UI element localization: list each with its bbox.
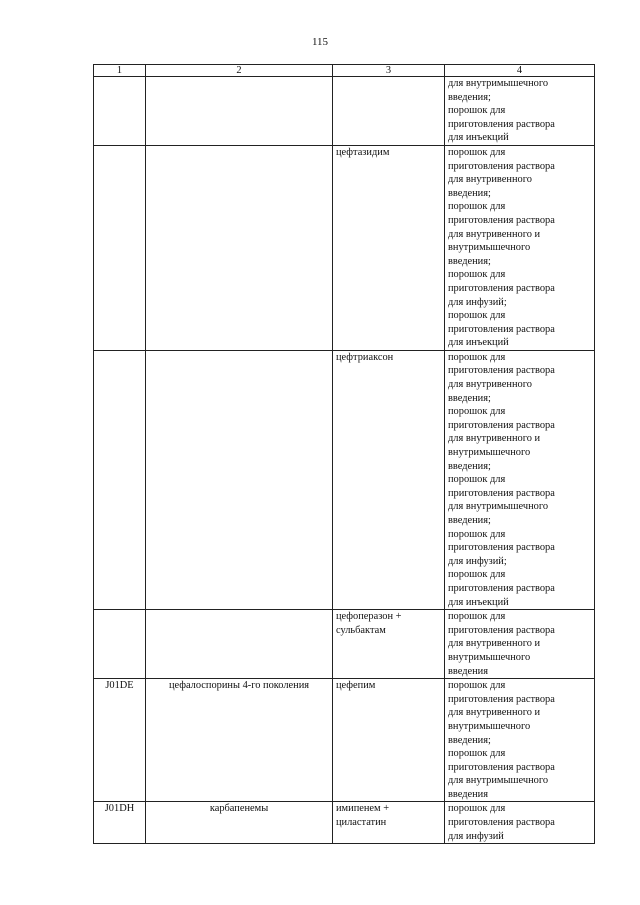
dosage-form-line: введения;	[448, 515, 491, 526]
dosage-form-line: для внутривенного и	[448, 707, 541, 719]
dosage-form-line: введения;	[448, 187, 491, 199]
dosage-form-line: для внутривенного и	[448, 638, 541, 650]
dosage-form-line: порошок для	[448, 569, 506, 581]
table-row	[94, 802, 595, 844]
dosage-form-line: приготовления раствора	[448, 214, 555, 226]
dosage-form-line: приготовления раствора	[448, 365, 555, 377]
drug-name-line: цефоперазон +	[336, 611, 402, 623]
dosage-form-cell	[445, 802, 595, 844]
page-number: 115	[311, 36, 329, 48]
dosage-form-line: для инъекций	[448, 132, 509, 144]
header-col-2: 2	[146, 65, 333, 77]
atc-code-cell	[94, 145, 146, 350]
dosage-form-line: для внутривенного и	[448, 228, 541, 240]
dosage-form-line: внутримышечного	[448, 720, 531, 732]
table-row	[94, 679, 595, 802]
atc-code-cell	[94, 77, 146, 146]
dosage-form-cell	[445, 610, 595, 679]
header-row	[94, 65, 595, 77]
header-col-3: 3	[333, 65, 445, 77]
header-col-4: 4	[445, 65, 595, 77]
dosage-form-line: для инъекций	[448, 596, 509, 608]
dosage-form-line: порошок для	[448, 748, 506, 760]
dosage-form-line: порошок для	[448, 310, 506, 322]
atc-code-cell: J01DE	[94, 679, 146, 802]
group-name-cell	[146, 77, 333, 146]
dosage-form-line: введения	[448, 665, 489, 677]
dosage-form-line: для внутримышечного	[448, 775, 549, 787]
dosage-form-line: порошок для	[448, 201, 506, 213]
group-name-cell	[146, 610, 333, 679]
dosage-form-line: для инфузий;	[448, 296, 507, 308]
dosage-form-cell	[445, 679, 595, 802]
table-row	[94, 610, 595, 679]
drug-name-cell	[333, 679, 445, 802]
dosage-form-cell	[445, 145, 595, 350]
dosage-form-line: приготовления раствора	[448, 761, 555, 773]
drug-name-line: циластатин	[336, 817, 387, 829]
table-row	[94, 350, 595, 609]
drug-name-cell	[333, 350, 445, 609]
dosage-form-line: введения;	[448, 91, 491, 103]
dosage-form-line: введения;	[448, 255, 491, 267]
dosage-form-line: приготовления раствора	[448, 542, 555, 554]
dosage-form-line: порошок для	[448, 351, 506, 363]
dosage-form-line: приготовления раствора	[448, 118, 555, 130]
drug-name-line: цефтазидим	[336, 146, 390, 158]
dosage-form-line: порошок для	[448, 474, 506, 486]
drug-name-line: имипенем +	[336, 803, 390, 815]
dosage-form-line: приготовления раствора	[448, 419, 555, 431]
dosage-form-line: порошок для	[448, 803, 506, 815]
dosage-form-line: порошок для	[448, 269, 506, 281]
drug-name-cell	[333, 145, 445, 350]
dosage-form-line: приготовления раствора	[448, 582, 555, 594]
dosage-form-line: приготовления раствора	[448, 624, 555, 636]
drug-name-line: цефепим	[336, 680, 376, 692]
dosage-form-line: введения	[448, 788, 489, 800]
dosage-form-line: введения;	[448, 734, 491, 746]
dosage-form-line: приготовления раствора	[448, 282, 555, 294]
dosage-form-line: приготовления раствора	[448, 693, 555, 705]
medication-table	[93, 64, 595, 844]
dosage-form-line: для инфузий	[448, 830, 504, 842]
dosage-form-line: приготовления раствора	[448, 323, 555, 335]
dosage-form-line: порошок для	[448, 105, 506, 117]
dosage-form-line: внутримышечного	[448, 447, 531, 459]
table-row	[94, 77, 595, 146]
header-col-1: 1	[94, 65, 146, 77]
dosage-form-line: для инфузий;	[448, 555, 507, 567]
atc-code-cell	[94, 350, 146, 609]
dosage-form-line: порошок для	[448, 528, 506, 540]
dosage-form-line: для внутримышечного	[448, 78, 549, 89]
dosage-form-line: приготовления раствора	[448, 817, 555, 829]
dosage-form-line: приготовления раствора	[448, 487, 555, 499]
atc-code-cell: J01DH	[94, 802, 146, 844]
drug-name-cell	[333, 77, 445, 146]
group-name-cell	[146, 350, 333, 609]
drug-name-cell	[333, 802, 445, 844]
dosage-form-line: порошок для	[448, 680, 506, 692]
dosage-form-line: порошок для	[448, 406, 506, 418]
dosage-form-line: для внутримышечного	[448, 501, 549, 513]
dosage-form-line: внутримышечного	[448, 242, 531, 254]
dosage-form-line: для внутривенного и	[448, 433, 541, 445]
drug-name-cell	[333, 610, 445, 679]
dosage-form-cell	[445, 350, 595, 609]
dosage-form-cell	[445, 77, 595, 146]
dosage-form-line: приготовления раствора	[448, 160, 555, 172]
dosage-form-line: для внутривенного	[448, 174, 532, 186]
dosage-form-line: для инъекций	[448, 337, 509, 349]
table-row	[94, 145, 595, 350]
drug-name-line: сульбактам	[336, 624, 386, 636]
dosage-form-line: порошок для	[448, 611, 506, 623]
dosage-form-line: порошок для	[448, 146, 506, 158]
dosage-form-line: введения;	[448, 392, 491, 404]
group-name-cell: карбапенемы	[146, 802, 333, 844]
drug-name-line: цефтриаксон	[336, 351, 394, 363]
group-name-cell	[146, 145, 333, 350]
dosage-form-line: внутримышечного	[448, 651, 531, 663]
dosage-form-line: для внутривенного	[448, 379, 532, 391]
group-name-cell: цефалоспорины 4-го поколения	[146, 679, 333, 802]
dosage-form-line: введения;	[448, 460, 491, 472]
atc-code-cell	[94, 610, 146, 679]
